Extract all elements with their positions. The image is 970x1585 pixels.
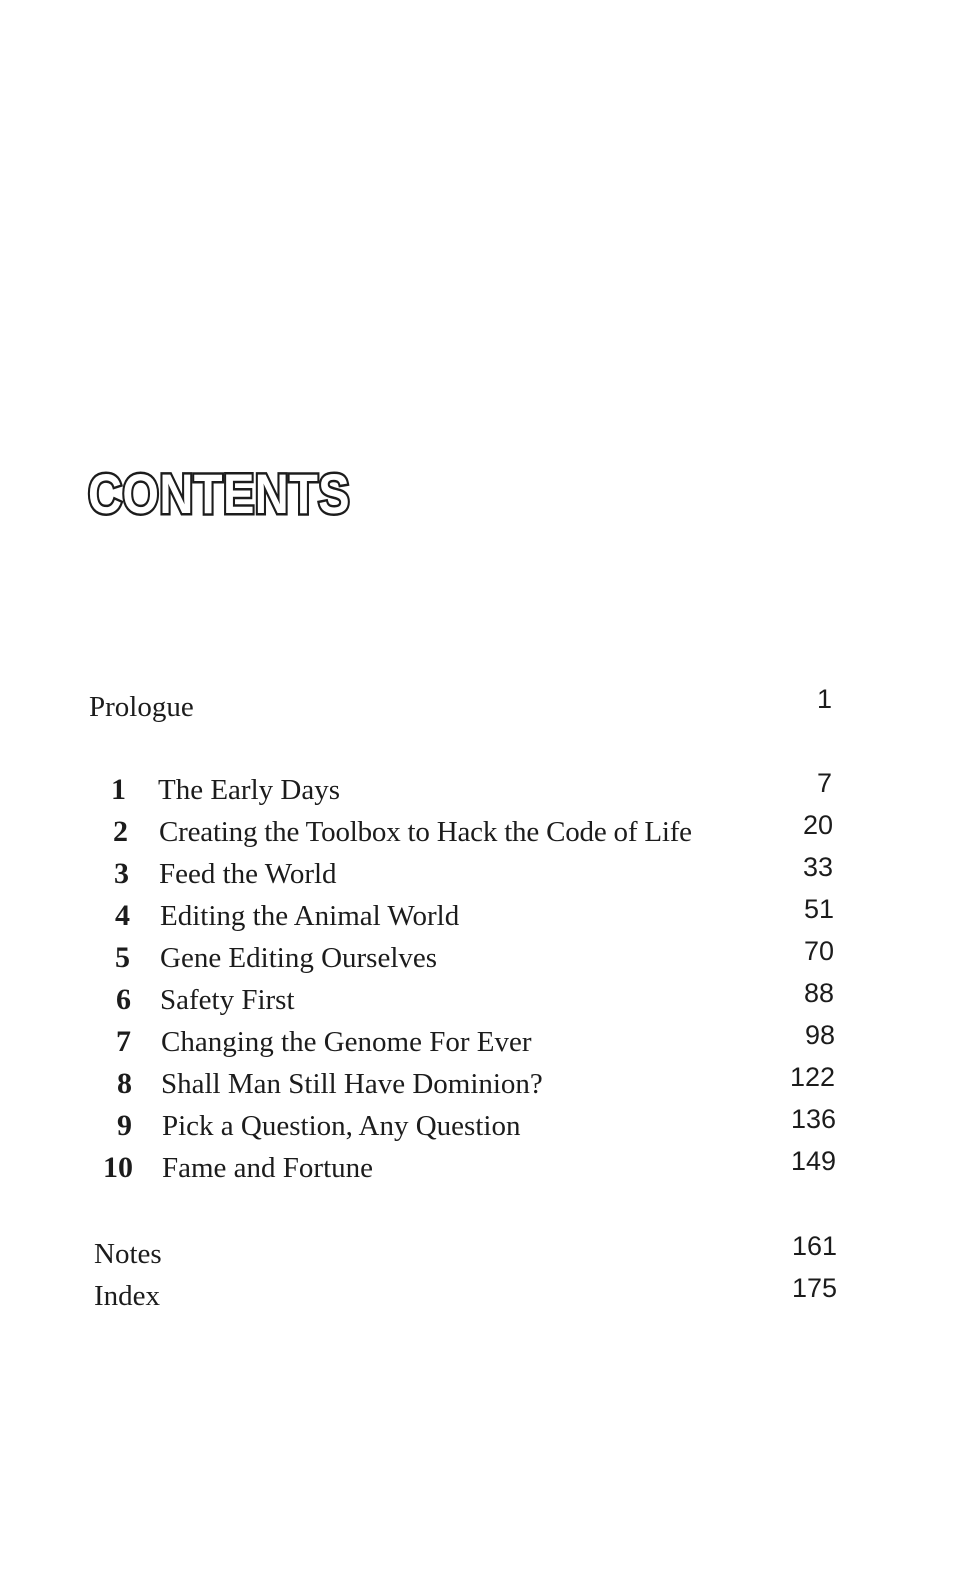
toc-entry-page: 20 — [802, 810, 833, 840]
chapter-number: 7 — [116, 1025, 131, 1058]
toc-entry-chapter-5[interactable] — [0, 938, 970, 978]
chapter-number: 6 — [116, 983, 131, 1016]
toc-entry-chapter-3[interactable] — [0, 854, 970, 894]
toc-entry-page: 33 — [802, 852, 833, 882]
chapter-number: 9 — [117, 1109, 132, 1142]
toc-entry-title: Prologue — [89, 691, 194, 723]
toc-entry-page: 1 — [816, 684, 832, 714]
chapter-number: 4 — [115, 899, 130, 932]
toc-entry-chapter-1[interactable] — [0, 770, 970, 810]
toc-entry-chapter-7[interactable] — [0, 1022, 970, 1062]
toc-entry-chapter-6[interactable] — [0, 980, 970, 1020]
page-title: CONTENTS — [88, 462, 351, 525]
chapter-number: 2 — [113, 815, 128, 848]
chapter-number: 8 — [117, 1067, 132, 1100]
toc-entry-page: 122 — [789, 1062, 835, 1092]
toc-entry-page: 7 — [816, 768, 832, 798]
toc-entry-index[interactable] — [0, 1273, 970, 1316]
toc-entry-page: 51 — [803, 894, 834, 924]
toc-entry-chapter-4[interactable] — [0, 896, 970, 936]
toc-entry-title: Changing the Genome For Ever — [161, 1026, 532, 1058]
chapter-number: 5 — [115, 941, 130, 974]
toc-entry-page: 136 — [790, 1104, 836, 1134]
toc-entry-page: 161 — [791, 1231, 837, 1261]
toc-entry-title: The Early Days — [158, 774, 340, 806]
chapter-number: 1 — [111, 773, 126, 806]
toc-entry-title: Shall Man Still Have Dominion? — [161, 1068, 543, 1100]
toc-entry-title: Feed the World — [159, 858, 337, 890]
chapter-number: 3 — [114, 857, 129, 890]
toc-entry-chapter-8[interactable] — [0, 1064, 970, 1104]
toc-entry-title: Editing the Animal World — [160, 900, 460, 932]
toc-entry-title: Gene Editing Ourselves — [160, 942, 438, 974]
toc-entry-page: 98 — [804, 1020, 835, 1050]
toc-entry-title: Pick a Question, Any Question — [162, 1110, 521, 1142]
toc-entry-chapter-10[interactable] — [0, 1148, 970, 1188]
toc-entry-prologue[interactable] — [0, 684, 970, 727]
toc-entry-chapter-9[interactable] — [0, 1106, 970, 1146]
toc-entry-title: Safety First — [160, 984, 295, 1016]
toc-entry-title: Creating the Toolbox to Hack the Code of Life — [159, 816, 692, 848]
toc-entry-title: Notes — [94, 1238, 162, 1270]
toc-entry-title: Index — [94, 1280, 161, 1312]
chapter-number: 10 — [103, 1151, 133, 1184]
toc-entry-chapter-2[interactable] — [0, 812, 970, 852]
toc-entry-title: Fame and Fortune — [162, 1152, 374, 1184]
toc-entry-page: 88 — [803, 978, 834, 1008]
toc-entry-page: 70 — [803, 936, 834, 966]
toc-entry-page: 175 — [791, 1273, 837, 1303]
toc-entry-page: 149 — [790, 1146, 836, 1176]
